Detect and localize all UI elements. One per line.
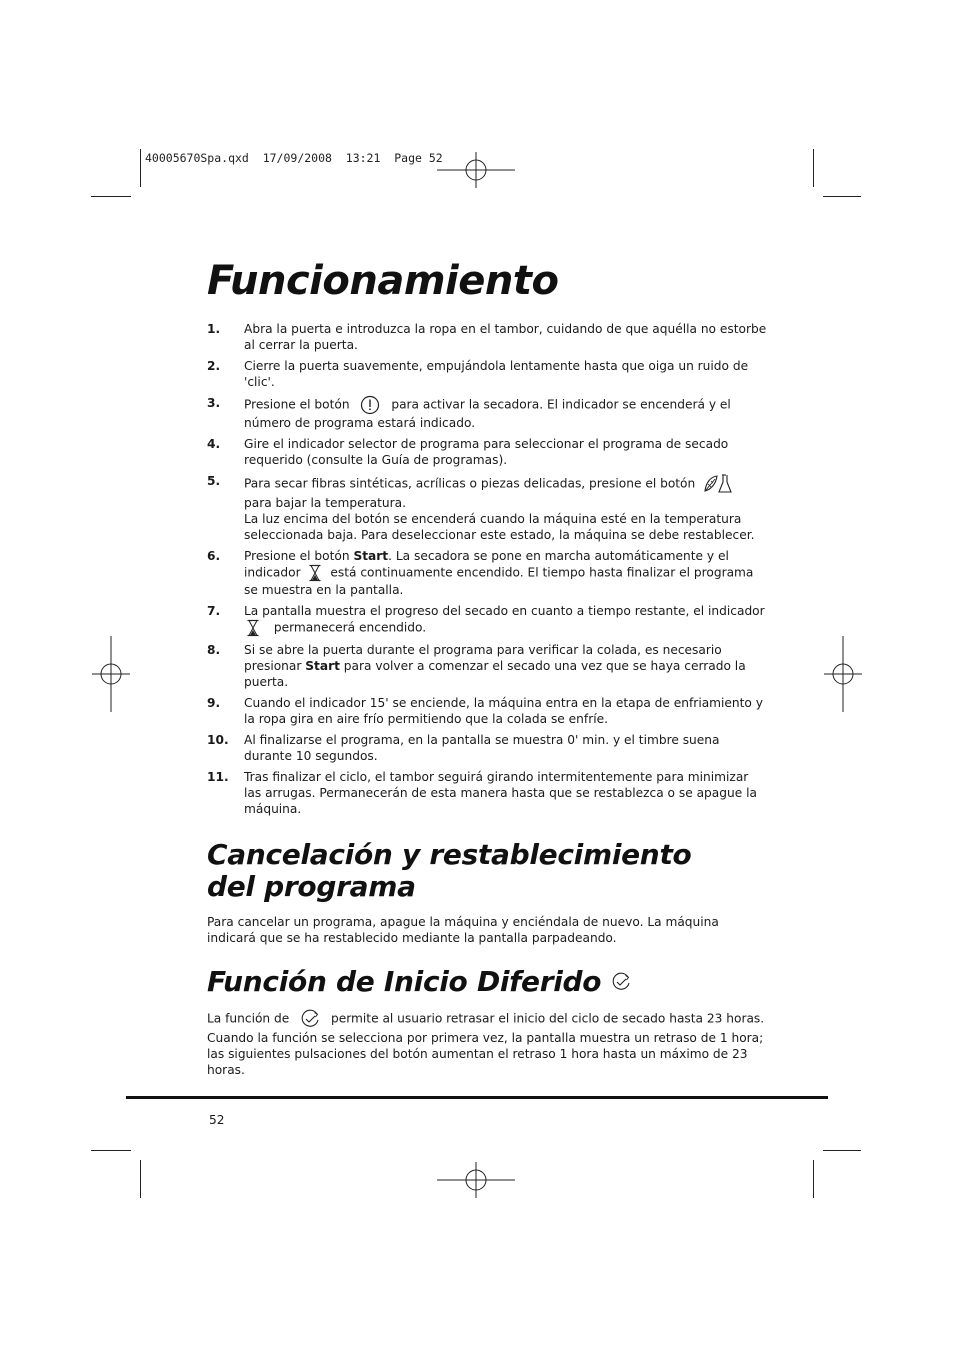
list-item [207, 769, 767, 817]
step-number: 11. [207, 770, 229, 784]
step-number: 7. [207, 604, 221, 618]
page-number: 52 [209, 1113, 225, 1127]
delay-start-icon [610, 971, 632, 993]
step-text: está continuamente encendido. El tiempo hasta finalizar el programa se muestra en la pantalla. [244, 565, 754, 597]
list-item [207, 358, 767, 390]
registration-mark-icon [437, 152, 515, 188]
hourglass-icon [308, 564, 322, 582]
section-heading-delay-row [207, 966, 632, 998]
step-number: 2. [207, 359, 221, 373]
step-number: 8. [207, 643, 221, 657]
step-text: Si se abre la puerta durante el programa para verificar la colada, es necesario presionar [244, 643, 722, 673]
step-number: 9. [207, 696, 221, 710]
list-item [207, 642, 767, 690]
step-note: La luz encima del botón se encenderá cuando la máquina esté en la temperatura seleccionada baja. Para deseleccionar este estado, la máquina se debe restablecer. [244, 512, 755, 542]
step-text: Abra la puerta e introduzca la ropa en el tambor, cuidando de que aquélla no estorbe al cerrar la puerta. [244, 322, 767, 352]
power-icon [359, 395, 381, 415]
step-text: Presione el botón [244, 397, 350, 412]
section-text-delay-2: Cuando la función se selecciona por primera vez, la pantalla muestra un retraso de 1 hora; las siguientes pulsaciones del botón aumentan el retraso 1 hora hasta un máximo de 23 horas. [207, 1031, 764, 1077]
step-text: permanecerá encendido. [273, 620, 427, 635]
section-text-delay: permite al usuario retrasar el inicio del ciclo de secado hasta 23 horas. [331, 1011, 765, 1026]
list-item [207, 695, 767, 727]
start-label: Start [353, 549, 389, 563]
list-item [207, 436, 767, 468]
footer-rule [126, 1096, 828, 1099]
step-text: para volver a comenzar el secado una vez que se haya cerrado la puerta. [244, 659, 746, 689]
registration-mark-icon [824, 636, 862, 712]
step-text: Cierre la puerta suavemente, empujándola lentamente hasta que oiga un ruido de 'clic'. [244, 359, 749, 389]
step-text: para bajar la temperatura. [244, 496, 406, 510]
step-text: La pantalla muestra el progreso del secado en cuanto a tiempo restante, el indicador [244, 604, 765, 618]
step-number: 10. [207, 733, 229, 747]
section-heading-cancel: Cancelación y restablecimiento del programa [207, 838, 692, 903]
registration-mark-icon [437, 1162, 515, 1198]
step-text: Gire el indicador selector de programa para seleccionar el programa de secado requerido (consulte la Guía de programas). [244, 437, 729, 467]
file-slug: 40005670Spa.qxd 17/09/2008 13:21 Page 52 [145, 151, 443, 165]
registration-mark-icon [92, 636, 130, 712]
section-text-delay: La función de [207, 1011, 290, 1026]
step-text: Al finalizarse el programa, en la pantalla se muestra 0' min. y el timbre suena durante 10 segundos. [244, 733, 720, 763]
list-item [207, 603, 767, 637]
step-number: 6. [207, 549, 221, 563]
step-number: 5. [207, 474, 221, 488]
section-text-cancel: Para cancelar un programa, apague la máquina y enciéndala de nuevo. La máquina indicará que se ha restablecido mediante la pantalla parpadeando. [207, 915, 719, 945]
step-number: 3. [207, 396, 221, 410]
step-number: 4. [207, 437, 221, 451]
step-number: 1. [207, 322, 221, 336]
step-text: . La secadora se pone en marcha automáticamente y el indicador [244, 549, 729, 580]
hourglass-icon [246, 619, 260, 637]
list-item [207, 473, 767, 543]
step-text: Presione el botón [244, 549, 350, 563]
step-text: Cuando el indicador 15' se enciende, la máquina entra en la etapa de enfriamiento y la ropa gira en aire frío permitiendo que la colada se enfríe. [244, 696, 763, 726]
list-item [207, 395, 767, 431]
delay-start-icon [299, 1008, 321, 1030]
step-text: Para secar fibras sintéticas, acrílicas o piezas delicadas, presione el botón [244, 476, 696, 491]
delicate-low-heat-icon [702, 473, 734, 495]
step-text: para activar la secadora. El indicador se encenderá y el número de programa estará indicado. [244, 397, 731, 430]
list-item [207, 548, 767, 598]
step-text: Tras finalizar el ciclo, el tambor seguirá girando intermitentemente para minimizar las arrugas. Permanecerán de esta manera hasta que se restablezca o se apague la máquina. [244, 770, 757, 816]
steps-list [207, 321, 767, 822]
section-heading-delay: Función de Inicio Diferido [207, 965, 602, 998]
list-item [207, 321, 767, 353]
page-title: Funcionamiento [207, 258, 559, 304]
start-label: Start [305, 659, 340, 673]
list-item [207, 732, 767, 764]
